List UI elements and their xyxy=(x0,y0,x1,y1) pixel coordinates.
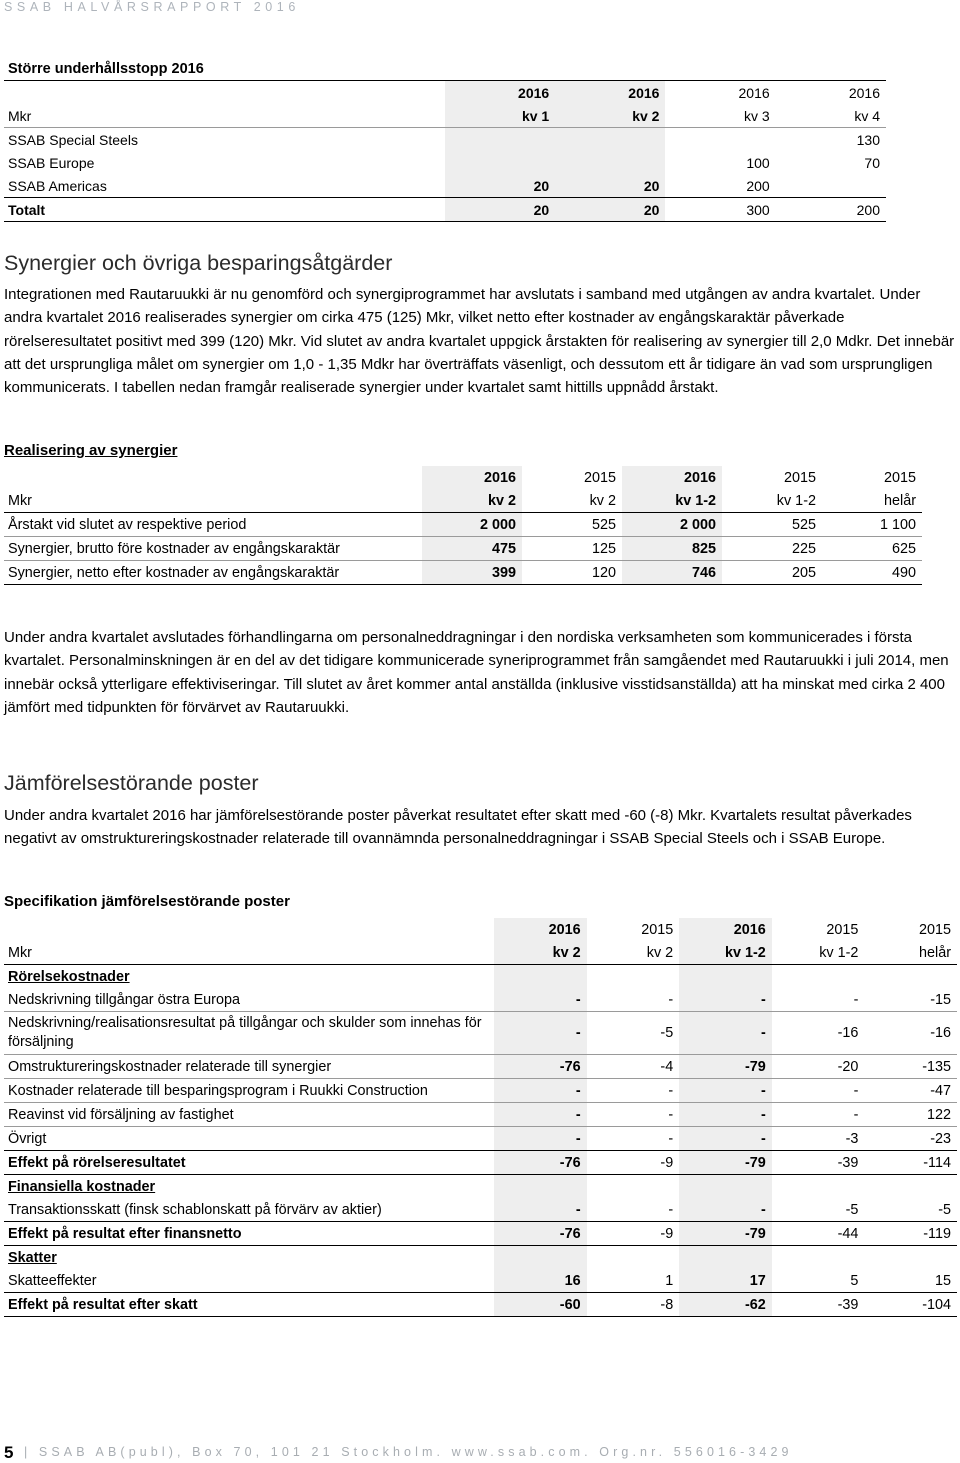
total-row xyxy=(4,198,886,222)
cell-value: 130 xyxy=(856,131,880,148)
section-label: Finansiella kostnader xyxy=(8,1178,156,1195)
cell-value: - xyxy=(494,1127,587,1151)
cell-value: -3 xyxy=(772,1127,865,1151)
cell-value: - xyxy=(494,1103,587,1127)
cell-value: -79 xyxy=(679,1222,772,1246)
cell-value: 70 xyxy=(864,154,880,171)
period-header: helår xyxy=(822,489,922,513)
cell-value: - xyxy=(494,1079,587,1103)
row-label: Synergier, brutto före kostnader av engångskaraktär xyxy=(4,537,422,561)
cell-value: - xyxy=(494,988,587,1012)
comparison-paragraph: Under andra kvartalet 2016 har jämförelsestörande poster påverkat resultatet efter skatt med -60 (-8) Mkr. Kvartalets resultat påverkades negativt av omstruktureringskostnader relaterade till ovannämnda personalneddragningar i SSAB Special Steels och i SSAB Europe. xyxy=(4,807,912,848)
subtotal-row xyxy=(4,1151,957,1175)
cell-value: - xyxy=(679,1198,772,1222)
running-header: SSAB HALVÅRSRAPPORT 2016 xyxy=(4,0,300,14)
cell-value: -76 xyxy=(494,1055,587,1079)
row-label: SSAB Americas xyxy=(4,174,445,198)
table-row xyxy=(4,1055,957,1079)
cell-value: -9 xyxy=(587,1151,680,1175)
row-label: Nedskrivning tillgångar östra Europa xyxy=(4,988,494,1012)
table-row xyxy=(4,988,957,1012)
cell-value: 15 xyxy=(864,1269,957,1293)
period-header: kv 2 xyxy=(422,489,522,513)
cell-value: -5 xyxy=(864,1198,957,1222)
cell-value: -76 xyxy=(494,1151,587,1175)
cell-value: -39 xyxy=(772,1293,865,1317)
row-label: Kostnader relaterade till besparingsprogram i Ruukki Construction xyxy=(4,1079,494,1103)
cell-value: - xyxy=(587,1103,680,1127)
period-header: kv 4 xyxy=(776,104,886,128)
unit-label: Mkr xyxy=(4,489,422,513)
unit-label: Mkr xyxy=(4,941,494,965)
year-header: 2015 xyxy=(583,469,616,486)
row-label: Omstruktureringskostnader relaterade till synergier xyxy=(4,1055,494,1079)
year-header: 2016 xyxy=(738,84,770,101)
cell-value: 120 xyxy=(522,561,622,585)
table-row xyxy=(4,151,886,174)
table-row xyxy=(4,561,922,585)
realization-table xyxy=(4,466,922,585)
section-label: Skatter xyxy=(8,1249,57,1266)
cell-value: 125 xyxy=(522,537,622,561)
cell-value: - xyxy=(772,988,865,1012)
cell-value: - xyxy=(679,1127,772,1151)
row-label: Nedskrivning/realisationsresultat på tillgångar och skulder som innehas för försäljning xyxy=(4,1012,494,1055)
cell-value: -76 xyxy=(494,1222,587,1246)
cell-value: 825 xyxy=(622,537,722,561)
cell-value: -16 xyxy=(864,1012,957,1055)
row-label: Effekt på rörelseresultatet xyxy=(4,1151,494,1175)
cell-value: 17 xyxy=(679,1269,772,1293)
period-header: kv 2 xyxy=(522,489,622,513)
cell-value: -79 xyxy=(679,1151,772,1175)
period-header: kv 1-2 xyxy=(622,489,722,513)
page-number: 5 xyxy=(4,1443,14,1462)
table-row xyxy=(4,1012,957,1055)
row-label: Reavinst vid försäljning av fastighet xyxy=(4,1103,494,1127)
cell-value: -60 xyxy=(494,1293,587,1317)
period-header: kv 1-2 xyxy=(679,941,772,965)
cell-value: - xyxy=(679,1012,772,1055)
maintenance-title: Större underhållsstopp 2016 xyxy=(4,58,886,81)
cell-value: 20 xyxy=(445,198,555,222)
cell-value: 200 xyxy=(665,174,775,198)
row-label: Effekt på resultat efter finansnetto xyxy=(4,1222,494,1246)
cell-value xyxy=(555,151,665,174)
cell-value: -119 xyxy=(864,1222,957,1246)
year-header: 2016 xyxy=(494,918,587,941)
cell-value: -47 xyxy=(864,1079,957,1103)
cell-value: 5 xyxy=(772,1269,865,1293)
cell-value: - xyxy=(679,1079,772,1103)
unit-label: Mkr xyxy=(4,104,445,128)
year-header: 2016 xyxy=(445,81,555,105)
cell-value xyxy=(445,128,555,152)
period-header: kv 1-2 xyxy=(722,489,822,513)
subtotal-row xyxy=(4,1222,957,1246)
cell-value: 746 xyxy=(622,561,722,585)
table-title: Realisering av synergier xyxy=(4,442,178,459)
cell-value: -16 xyxy=(772,1012,865,1055)
total-row xyxy=(4,1293,957,1317)
cell-value: 200 xyxy=(776,198,886,222)
maintenance-table xyxy=(4,58,886,222)
year-header: 2016 xyxy=(622,466,722,489)
cell-value: 225 xyxy=(722,537,822,561)
table-row xyxy=(4,1103,957,1127)
cell-value: -4 xyxy=(587,1055,680,1079)
cell-value: 100 xyxy=(746,154,770,171)
cell-value: 490 xyxy=(822,561,922,585)
cell-value: -135 xyxy=(864,1055,957,1079)
cell-value: -9 xyxy=(587,1222,680,1246)
year-header: 2015 xyxy=(641,921,674,938)
row-label: Effekt på resultat efter skatt xyxy=(4,1293,494,1317)
table-row xyxy=(4,513,922,537)
row-label: SSAB Europe xyxy=(8,154,95,171)
cell-value: -114 xyxy=(864,1151,957,1175)
cell-value: -15 xyxy=(864,988,957,1012)
specification-table xyxy=(4,918,957,1317)
table-row xyxy=(4,1079,957,1103)
cell-value: 20 xyxy=(445,174,555,198)
cell-value: 16 xyxy=(494,1269,587,1293)
cell-value: 20 xyxy=(555,198,665,222)
year-header: 2015 xyxy=(883,469,916,486)
year-header: 2016 xyxy=(679,918,772,941)
cell-value: -104 xyxy=(864,1293,957,1317)
cell-value: 525 xyxy=(722,513,822,537)
table-row xyxy=(4,174,886,198)
cell-value: - xyxy=(587,1198,680,1222)
section-heading: Jämförelsestörande poster xyxy=(4,771,259,795)
row-label: Synergier, netto efter kostnader av engångskaraktär xyxy=(4,561,422,585)
period-header: kv 2 xyxy=(555,104,665,128)
cell-value: -8 xyxy=(587,1293,680,1317)
year-header: 2016 xyxy=(422,466,522,489)
cell-value: -5 xyxy=(587,1012,680,1055)
cell-value: 122 xyxy=(864,1103,957,1127)
footer-address: | SSAB AB(publ), Box 70, 101 21 Stockholm. www.ssab.com. Org.nr. 556016-3429 xyxy=(24,1445,793,1459)
year-header: 2016 xyxy=(555,81,665,105)
cell-value: 1 xyxy=(587,1269,680,1293)
period-header: kv 3 xyxy=(665,104,775,128)
cell-value: 2 000 xyxy=(422,513,522,537)
year-header: 2015 xyxy=(783,469,816,486)
cell-value: 20 xyxy=(555,174,665,198)
cell-value: -23 xyxy=(864,1127,957,1151)
table-row xyxy=(4,1127,957,1151)
cell-value: 625 xyxy=(822,537,922,561)
cell-value: - xyxy=(587,1127,680,1151)
table-row xyxy=(4,1269,957,1293)
period-header: kv 2 xyxy=(587,941,680,965)
cell-value: 1 100 xyxy=(822,513,922,537)
period-header: helår xyxy=(864,941,957,965)
row-label: Årstakt vid slutet av respektive period xyxy=(4,513,422,537)
personnel-paragraph: Under andra kvartalet avslutades förhandlingarna om personalneddragningar i den nordiska verksamheten som kommunicerades i första kvartalet. Personalminskningen är en del av det tidigare kommunicerade syneriprogrammet från samgåendet med Rautaruukki i juli 2014, men innebär också ytterligare effektiviseringar. Till slutet av året kommer antal anställda (inklusive visstidsanställda) att ha minskat med cirka 2 400 jämfört med tidpunkten för förvärvet av Rautaruukki. xyxy=(4,629,949,716)
cell-value: - xyxy=(772,1079,865,1103)
section-heading: Synergier och övriga besparingsåtgärder xyxy=(4,251,393,275)
table-row xyxy=(4,128,886,152)
cell-value: 2 000 xyxy=(622,513,722,537)
section-label: Rörelsekostnader xyxy=(8,968,130,985)
cell-value: -79 xyxy=(679,1055,772,1079)
cell-value: 205 xyxy=(722,561,822,585)
period-header: kv 1 xyxy=(445,104,555,128)
cell-value xyxy=(665,128,775,152)
cell-value: - xyxy=(679,988,772,1012)
cell-value: - xyxy=(587,1079,680,1103)
cell-value: -44 xyxy=(772,1222,865,1246)
year-header: 2015 xyxy=(826,921,859,938)
table-title: Specifikation jämförelsestörande poster xyxy=(4,893,290,910)
year-header: 2015 xyxy=(918,921,951,938)
cell-value: -20 xyxy=(772,1055,865,1079)
cell-value: -5 xyxy=(772,1198,865,1222)
cell-value: - xyxy=(494,1198,587,1222)
cell-value: -62 xyxy=(679,1293,772,1317)
row-label: Transaktionsskatt (finsk schablonskatt på förvärv av aktier) xyxy=(4,1198,494,1222)
cell-value: - xyxy=(679,1103,772,1127)
cell-value xyxy=(555,128,665,152)
cell-value: 399 xyxy=(422,561,522,585)
row-label: Skatteeffekter xyxy=(4,1269,494,1293)
cell-value: - xyxy=(587,988,680,1012)
year-header: 2016 xyxy=(848,84,880,101)
cell-value xyxy=(776,174,886,198)
period-header: kv 2 xyxy=(494,941,587,965)
cell-value: 475 xyxy=(422,537,522,561)
row-label: SSAB Special Steels xyxy=(8,131,138,148)
synergies-paragraph: Integrationen med Rautaruukki är nu genomförd och synergiprogrammet har avslutats i samband med utgången av andra kvartalet. Under andra kvartalet 2016 realiserades synergier om cirka 475 (125) Mkr, vilket netto efter kostnader av engångskaraktär påverkade rörelseresultatet positivt med 399 (120) Mkr. Vid slutet av andra kvartalet uppgick årstakten för realisering av synergier till 2,0 Mdkr. Det innebär att det ursprungliga målet om synergier om 1,0 - 1,35 Mdkr har överträffats väsenligt, och dessutom ett år tidigare än vad som ursprungligen kommunicerats. I tabellen nedan framgår realiserade synergier under kvartalet samt hittills uppnådd årstakt. xyxy=(4,286,955,397)
table-row xyxy=(4,537,922,561)
cell-value: 300 xyxy=(665,198,775,222)
cell-value: -39 xyxy=(772,1151,865,1175)
cell-value xyxy=(445,151,555,174)
cell-value: - xyxy=(494,1012,587,1055)
cell-value: 525 xyxy=(522,513,622,537)
table-row xyxy=(4,1198,957,1222)
row-label: Övrigt xyxy=(4,1127,494,1151)
cell-value: - xyxy=(772,1103,865,1127)
row-label: Totalt xyxy=(4,198,445,222)
period-header: kv 1-2 xyxy=(772,941,865,965)
